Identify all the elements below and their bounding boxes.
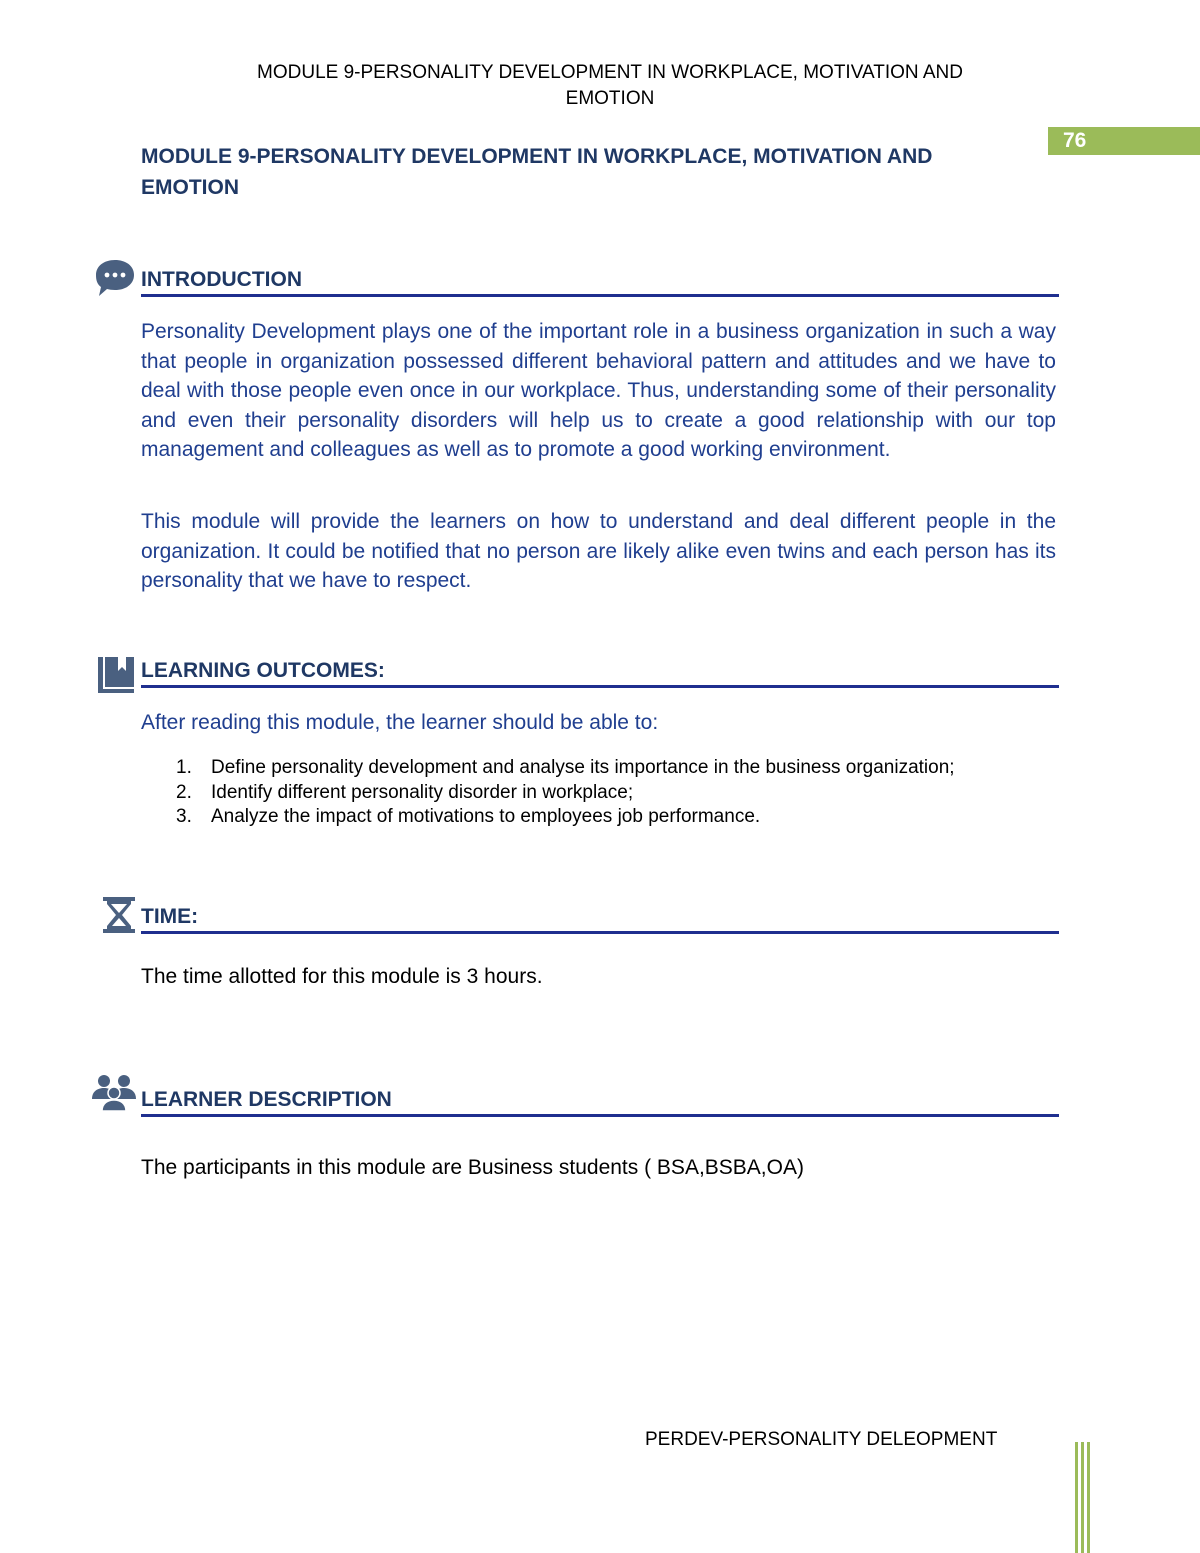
document-title-line1: MODULE 9-PERSONALITY DEVELOPMENT IN WORKPLACE, MOTIVATION AND [141,145,933,168]
hourglass-icon [100,895,138,935]
list-item-text: Identify different personality disorder in workplace; [211,781,634,803]
learning-outcomes-lead: After reading this module, the learner should be able to: [141,711,659,734]
running-header [190,60,1030,112]
document-title [141,141,1041,203]
time-text: The time allotted for this module is 3 hours. [141,965,543,988]
footer-decorative-bars [1075,1442,1091,1553]
list-item [141,805,1071,830]
introduction-paragraph-2: This module will provide the learners on how to understand and deal different people in the organization. It could be notified that no person are likely alike even twins and each person has its personality that we have to respect. [141,510,1056,592]
page-number-tab: 76 [1048,127,1200,155]
people-group-icon [90,1073,138,1113]
running-header-line2: EMOTION [565,88,655,109]
document-title-line2: EMOTION [141,176,239,199]
learner-description-heading: LEARNER DESCRIPTION [141,1087,1059,1117]
page-footer: PERDEV-PERSONALITY DELEOPMENT [645,1429,998,1450]
introduction-heading: INTRODUCTION [141,267,1059,297]
list-item-number: 3. [176,806,192,827]
learner-description-text: The participants in this module are Business students ( BSA,BSBA,OA) [141,1156,804,1179]
list-item-text: Define personality development and analyse its importance in the business organization; [211,757,955,778]
running-header-line1: MODULE 9-PERSONALITY DEVELOPMENT IN WORKPLACE, MOTIVATION AND [257,62,963,83]
time-heading: TIME: [141,904,1059,934]
list-item [141,781,1071,806]
list-item [141,756,1071,781]
list-item-text: Analyze the impact of motivations to employees job performance. [211,806,761,827]
list-item-number: 1. [176,757,192,778]
speech-bubble-icon [94,258,136,298]
learning-outcomes-heading: LEARNING OUTCOMES: [141,658,1059,688]
introduction-paragraph-1: Personality Development plays one of the important role in a business organization in such a way that people in organization possessed different behavioral pattern and attitudes and we have to deal with those people even once in our workplace. Thus, understanding some of their personality and even their personality disorders will help us to create a good relationship with our top management and colleagues as well as to promote a good working environment. [141,320,1056,461]
decorative-bar [1087,1442,1090,1553]
decorative-bar [1081,1442,1084,1553]
book-icon [96,655,136,695]
list-item-number: 2. [176,781,192,803]
decorative-bar [1075,1442,1078,1553]
learning-outcomes-list [141,756,1071,830]
